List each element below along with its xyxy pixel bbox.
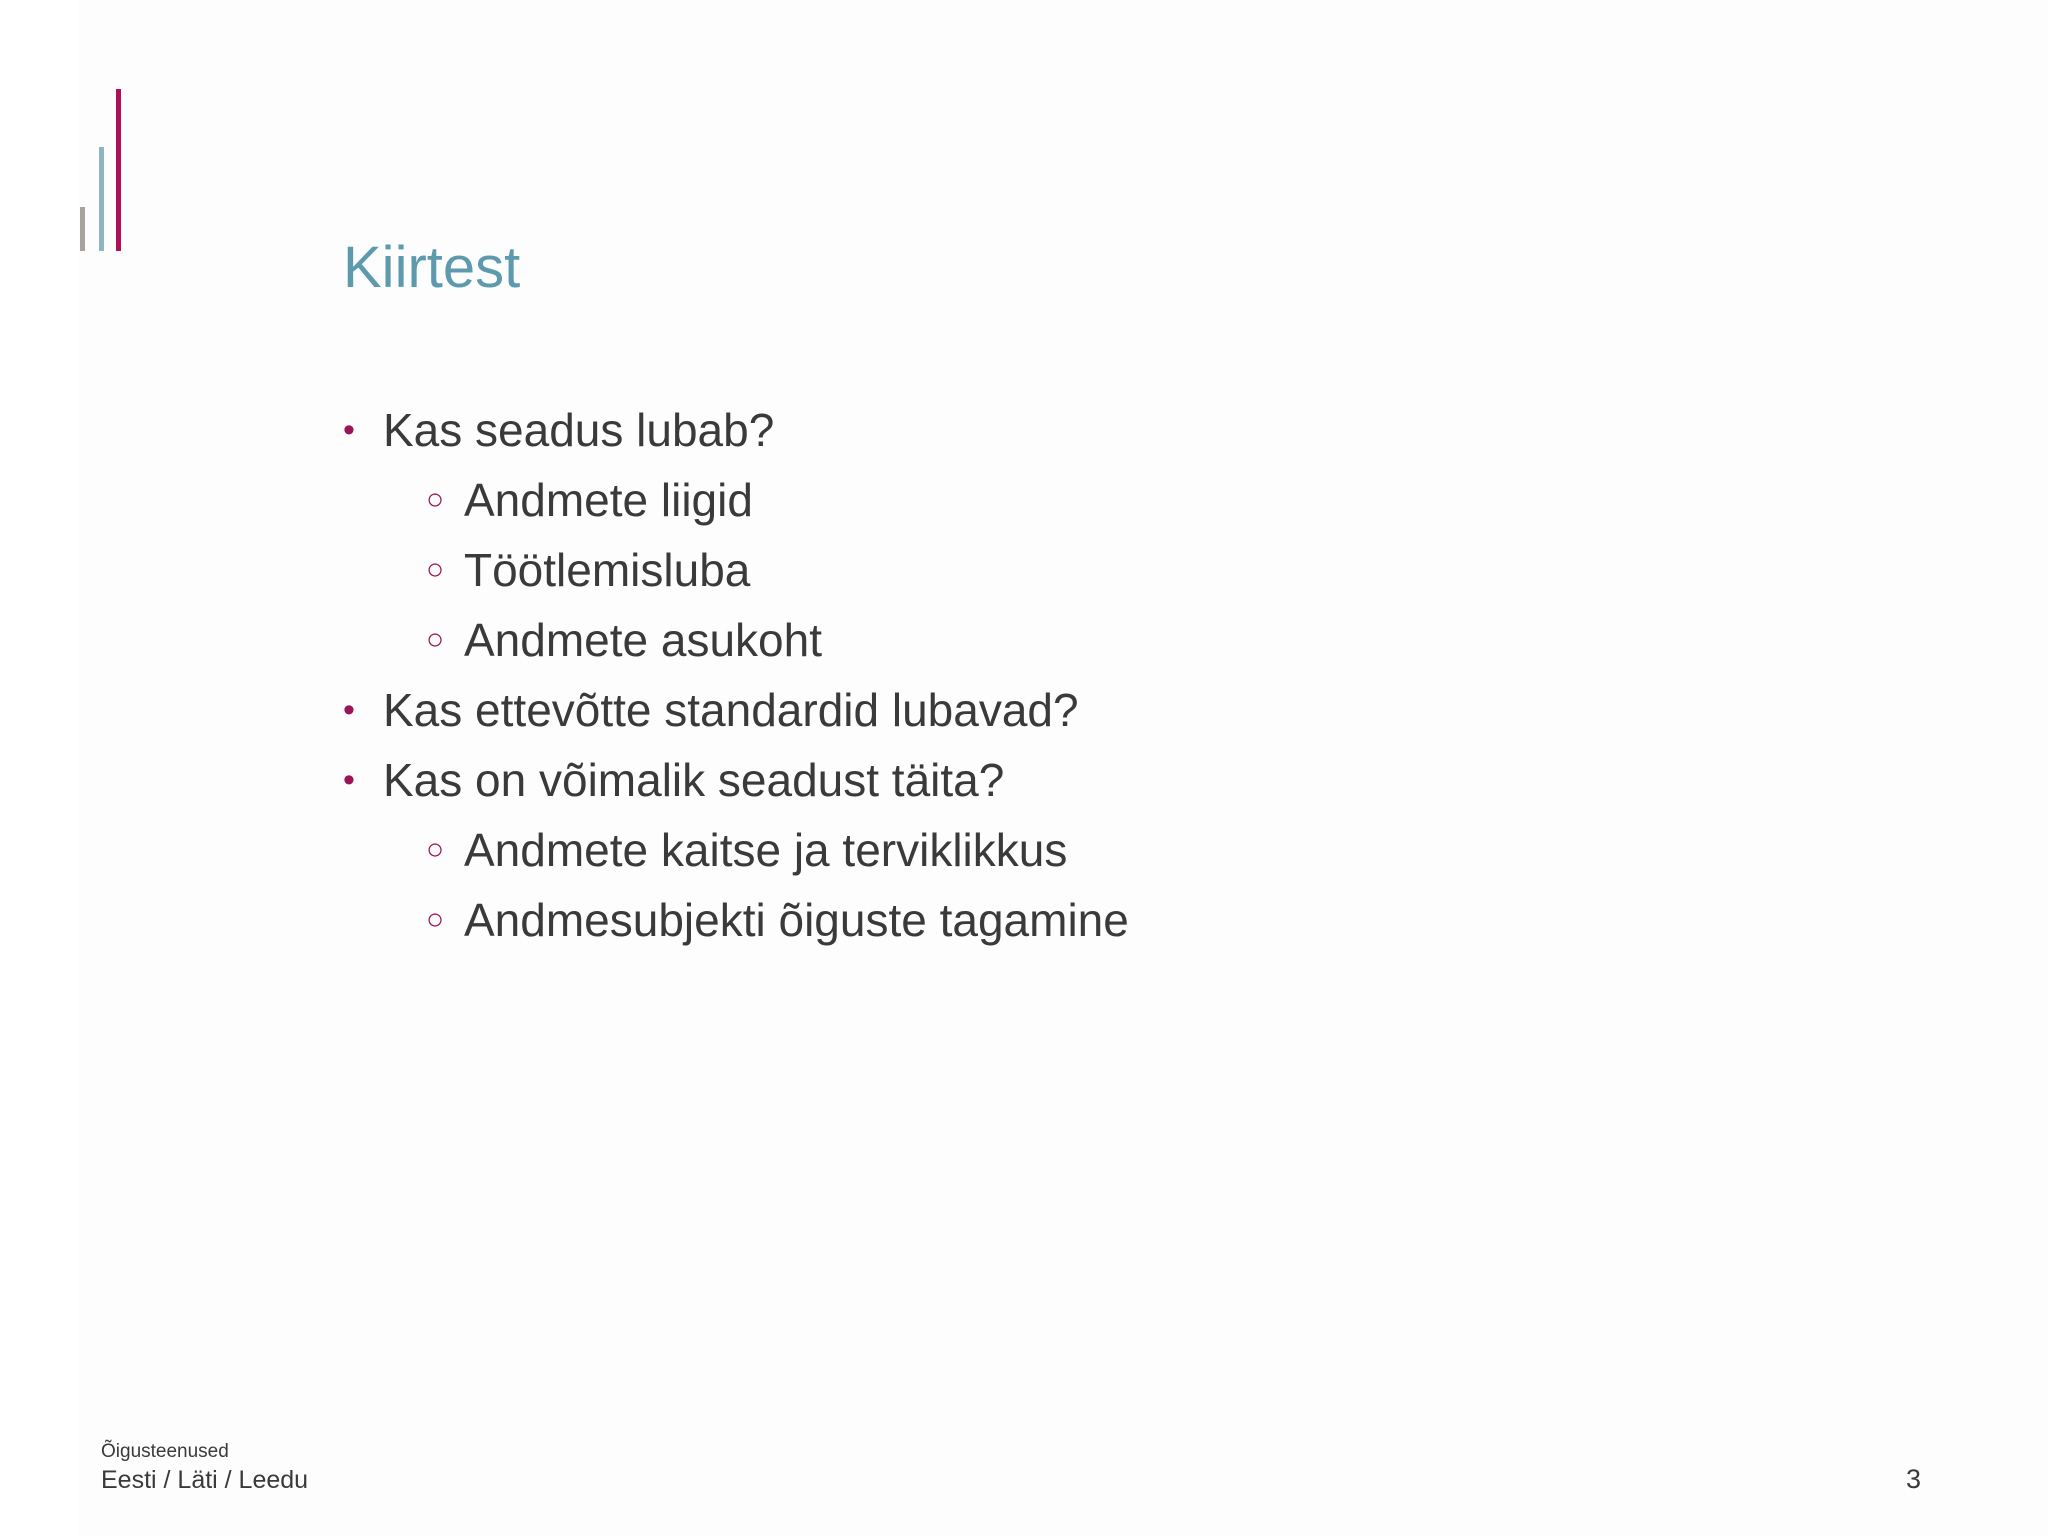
logo-bar-blue [99, 147, 104, 251]
bullet-text: Kas ettevõtte standardid lubavad? [383, 684, 1079, 736]
slide-title: Kiirtest [343, 235, 521, 300]
sub-bullet-text: Andmesubjekti õiguste tagamine [464, 894, 1129, 946]
logo-bar-magenta [116, 89, 121, 251]
sub-bullet-item [343, 465, 1129, 535]
bullet-dot-icon: • [343, 691, 355, 729]
bullet-circle-icon: ○ [426, 483, 445, 516]
footer-countries: Eesti / Läti / Leedu [101, 1466, 309, 1494]
sub-bullet-text: Töötlemisluba [464, 544, 751, 596]
sub-bullet-item [343, 815, 1129, 885]
bullet-circle-icon: ○ [426, 623, 445, 656]
bullet-dot-icon: • [343, 761, 355, 799]
sub-bullet-text: Andmete asukoht [464, 614, 823, 666]
bullet-item [343, 395, 1129, 465]
bullet-circle-icon: ○ [426, 833, 445, 866]
bullet-item [343, 745, 1129, 815]
bullet-text: Kas on võimalik seadust täita? [383, 754, 1005, 806]
bullet-text: Kas seadus lubab? [383, 404, 775, 456]
bullet-circle-icon: ○ [426, 903, 445, 936]
bullet-item [343, 675, 1129, 745]
sub-bullet-item [343, 535, 1129, 605]
bullet-list [343, 395, 1129, 955]
logo-bar-grey [80, 207, 85, 251]
bullet-dot-icon: • [343, 411, 355, 449]
sub-bullet-item [343, 605, 1129, 675]
footer-company: Õigusteenused [101, 1441, 229, 1462]
sub-bullet-text: Andmete kaitse ja terviklikkus [464, 824, 1068, 876]
sub-bullet-text: Andmete liigid [464, 474, 753, 526]
bullet-circle-icon: ○ [426, 553, 445, 586]
sub-bullet-item [343, 885, 1129, 955]
page-number: 3 [1906, 1464, 1922, 1494]
